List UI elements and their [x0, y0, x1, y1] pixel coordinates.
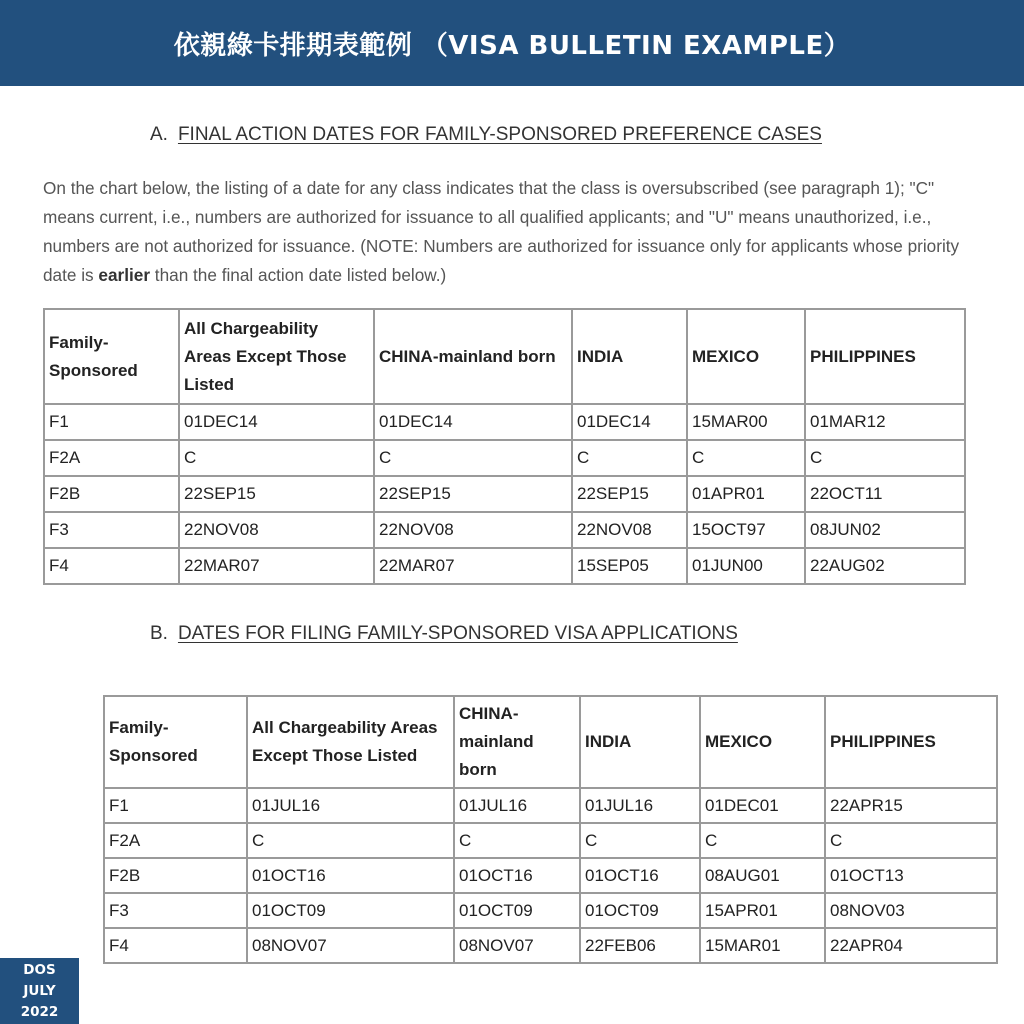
table-cell: C [247, 823, 454, 858]
table-cell: 01APR01 [687, 476, 805, 512]
section-b-title: DATES FOR FILING FAMILY-SPONSORED VISA APPLICATIONS [177, 623, 738, 644]
table-cell: C [580, 823, 700, 858]
header-cell: PHILIPPINES [805, 309, 965, 404]
table-cell: 08NOV07 [454, 928, 580, 963]
section-b-heading [150, 623, 738, 645]
table-cell: 01JUN00 [687, 548, 805, 584]
section-a-title: FINAL ACTION DATES FOR FAMILY-SPONSORED PREFERENCE CASES [177, 124, 822, 145]
table-row [104, 788, 997, 823]
table-cell: F2B [104, 858, 247, 893]
table-row [104, 893, 997, 928]
table-cell: 08NOV07 [247, 928, 454, 963]
note-text-before: On the chart below, the listing of a date for any class indicates that the class is oversubscribed (see paragraph 1); "C" means current, i.e., numbers are authorized for issuance to all qualified applicants; and "U" means unauthorized, i.e., numbers are not authorized for issuance. (NOTE: Numbers are authorized for issuance only for applicants whose priority date is [43, 178, 960, 285]
table-cell: 01JUL16 [247, 788, 454, 823]
header-cell: INDIA [580, 696, 700, 788]
table-cell: 08JUN02 [805, 512, 965, 548]
table-cell: 15MAR01 [700, 928, 825, 963]
header-cell: All Chargeability Areas Except Those Listed [179, 309, 374, 404]
table-cell: C [179, 440, 374, 476]
header-cell: Family-Sponsored [104, 696, 247, 788]
table-cell: 22FEB06 [580, 928, 700, 963]
table-cell: 22OCT11 [805, 476, 965, 512]
page-title: 依親綠卡排期表範例 （VISA BULLETIN EXAMPLE） [173, 30, 851, 61]
table-cell: 08AUG01 [700, 858, 825, 893]
table-row [104, 858, 997, 893]
table-cell: 22SEP15 [572, 476, 687, 512]
table-cell: 22NOV08 [374, 512, 572, 548]
table-cell: 22SEP15 [179, 476, 374, 512]
header-cell: CHINA-mainland born [374, 309, 572, 404]
table-cell: 01OCT16 [580, 858, 700, 893]
table-cell: 01DEC14 [374, 404, 572, 440]
table-row [44, 404, 965, 440]
section-b-letter: B. [150, 623, 168, 644]
table-cell: 15MAR00 [687, 404, 805, 440]
header-cell: MEXICO [687, 309, 805, 404]
table-cell: 01DEC01 [700, 788, 825, 823]
table-cell: 01MAR12 [805, 404, 965, 440]
table-cell: C [687, 440, 805, 476]
dates-for-filing-table [103, 695, 998, 964]
table-cell: F1 [104, 788, 247, 823]
header-cell: Family-Sponsored [44, 309, 179, 404]
section-a-letter: A. [150, 124, 168, 145]
table-cell: 22APR15 [825, 788, 997, 823]
badge-line: 2022 [20, 1003, 59, 1020]
table-row [104, 823, 997, 858]
table-header-row [104, 696, 997, 788]
table-cell: 15OCT97 [687, 512, 805, 548]
table-cell: 01OCT16 [454, 858, 580, 893]
table-cell: 22SEP15 [374, 476, 572, 512]
table-row [44, 440, 965, 476]
header-cell: INDIA [572, 309, 687, 404]
badge-line: JULY [23, 982, 56, 999]
table-cell: 01OCT13 [825, 858, 997, 893]
table-cell: C [572, 440, 687, 476]
source-date-badge [0, 958, 79, 1024]
table-header-row [44, 309, 965, 404]
table-cell: 22NOV08 [572, 512, 687, 548]
note-emphasis: earlier [98, 265, 151, 285]
table-cell: F3 [104, 893, 247, 928]
header-cell: MEXICO [700, 696, 825, 788]
table-cell: 01DEC14 [179, 404, 374, 440]
table-cell: F2A [44, 440, 179, 476]
header-cell: CHINA-mainland born [454, 696, 580, 788]
table-cell: C [700, 823, 825, 858]
table-cell: 22APR04 [825, 928, 997, 963]
table-cell: F1 [44, 404, 179, 440]
table-cell: F3 [44, 512, 179, 548]
table-row [104, 928, 997, 963]
header-cell: All Chargeability Areas Except Those Listed [247, 696, 454, 788]
section-a-heading [150, 124, 822, 146]
header-banner [0, 0, 1024, 86]
table-cell: 01JUL16 [454, 788, 580, 823]
table-cell: 01OCT09 [247, 893, 454, 928]
badge-line: DOS [23, 961, 56, 978]
header-cell: PHILIPPINES [825, 696, 997, 788]
table-cell: 22MAR07 [374, 548, 572, 584]
table-cell: 15SEP05 [572, 548, 687, 584]
table-cell: 01OCT16 [247, 858, 454, 893]
table-row [44, 476, 965, 512]
table-cell: C [805, 440, 965, 476]
note-text-after: than the final action date listed below.) [150, 265, 447, 285]
table-cell: 22AUG02 [805, 548, 965, 584]
table-row [44, 548, 965, 584]
table-row [44, 512, 965, 548]
table-cell: C [825, 823, 997, 858]
table-cell: 22MAR07 [179, 548, 374, 584]
table-cell: 22NOV08 [179, 512, 374, 548]
table-cell: F4 [44, 548, 179, 584]
table-cell: C [454, 823, 580, 858]
table-cell: 15APR01 [700, 893, 825, 928]
table-cell: 01OCT09 [454, 893, 580, 928]
table-cell: F2B [44, 476, 179, 512]
table-cell: 01JUL16 [580, 788, 700, 823]
table-cell: 01DEC14 [572, 404, 687, 440]
table-cell: 08NOV03 [825, 893, 997, 928]
table-cell: 01OCT09 [580, 893, 700, 928]
table-cell: F2A [104, 823, 247, 858]
table-cell: F4 [104, 928, 247, 963]
final-action-dates-table [43, 308, 966, 585]
table-cell: C [374, 440, 572, 476]
explanatory-note [43, 174, 978, 290]
